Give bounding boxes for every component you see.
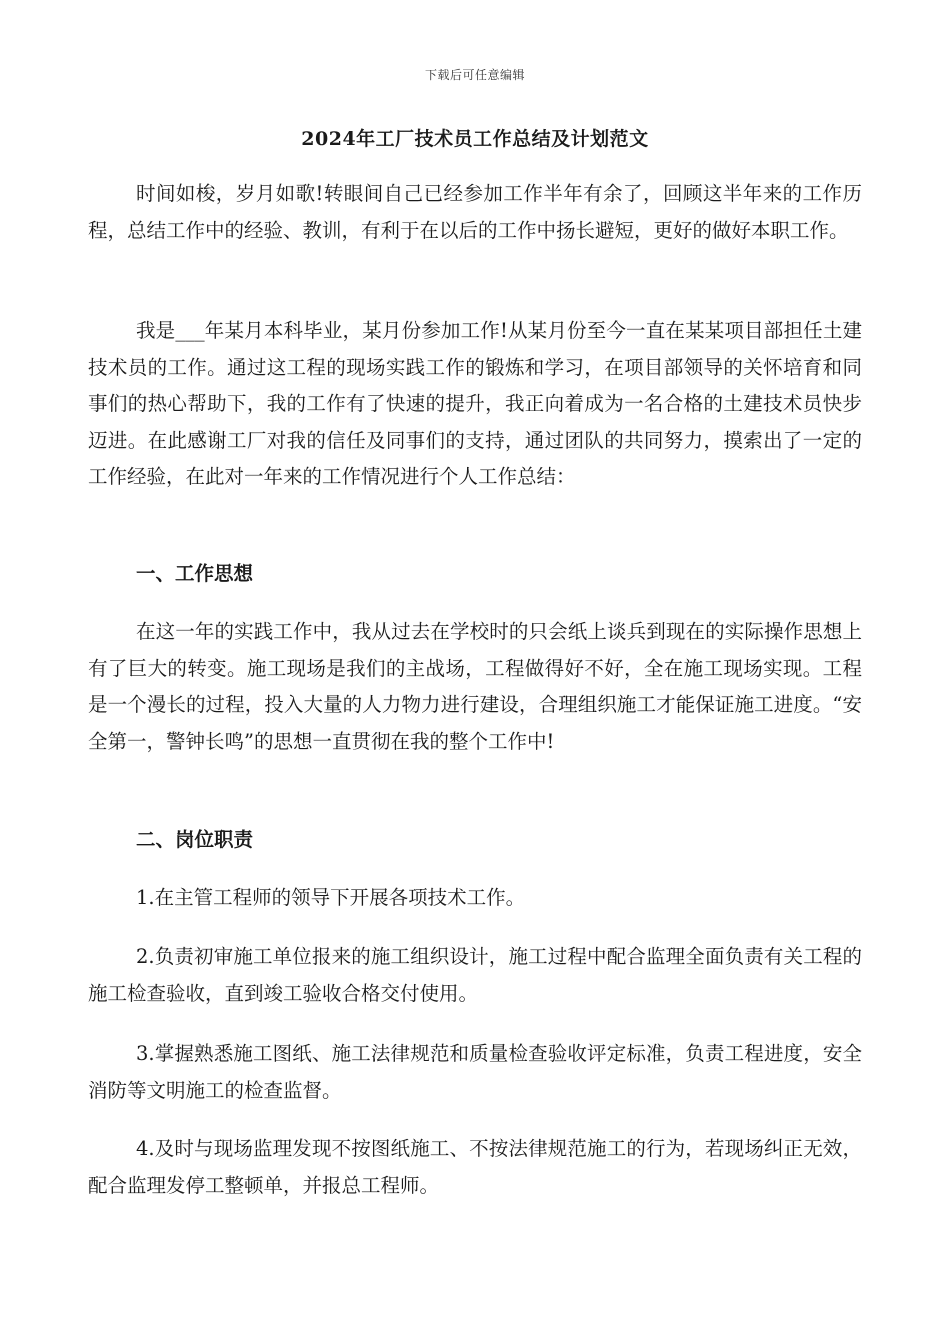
duty-item-3: 3.掌握熟悉施工图纸、施工法律规范和质量检查验收评定标准，负责工程进度，安全消防等文明施工的检查监督。: [88, 1042, 862, 1102]
duty-item-1: 1.在主管工程师的领导下开展各项技术工作。: [136, 886, 526, 909]
intro-paragraph: 时间如梭，岁月如歌!转眼间自己已经参加工作半年有余了，回顾这半年来的工作历程，总结工作中的经验、教训，有利于在以后的工作中扬长避短，更好的做好本职工作。: [88, 182, 862, 242]
document-title: 2024年工厂技术员工作总结及计划范文: [301, 128, 649, 150]
header-note: 下载后可任意编辑: [424, 68, 525, 82]
section-heading-job-duties: 二、岗位职责: [136, 828, 254, 851]
duty-item-4: 4.及时与现场监理发现不按图纸施工、不按法律规范施工的行为，若现场纠正无效，配合监理发停工整顿单，并报总工程师。: [88, 1137, 862, 1197]
work-thoughts-paragraph: 在这一年的实践工作中，我从过去在学校时的只会纸上谈兵到现在的实际操作思想上有了巨大的转变。施工现场是我们的主战场，工程做得好不好，全在施工现场实现。工程是一个漫长的过程，投入大量的人力物力进行建设，合理组织施工才能保证施工进度。“安全第一，警钟长鸣”的思想一直贯彻在我的整个工作中!: [88, 620, 862, 753]
background-paragraph: 我是___年某月本科毕业，某月份参加工作!从某月份至今一直在某某项目部担任土建技术员的工作。通过这工程的现场实践工作的锻炼和学习，在项目部领导的关怀培育和同事们的热心帮助下，我的工作有了快速的提升，我正向着成为一名合格的土建技术员快步迈进。在此感谢工厂对我的信任及同事们的支持，通过团队的共同努力，摸索出了一定的工作经验，在此对一年来的工作情况进行个人工作总结：: [88, 319, 862, 488]
duty-item-2: 2.负责初审施工单位报来的施工组织设计，施工过程中配合监理全面负责有关工程的施工检查验收，直到竣工验收合格交付使用。: [88, 945, 862, 1005]
section-heading-work-thoughts: 一、工作思想: [136, 562, 254, 585]
